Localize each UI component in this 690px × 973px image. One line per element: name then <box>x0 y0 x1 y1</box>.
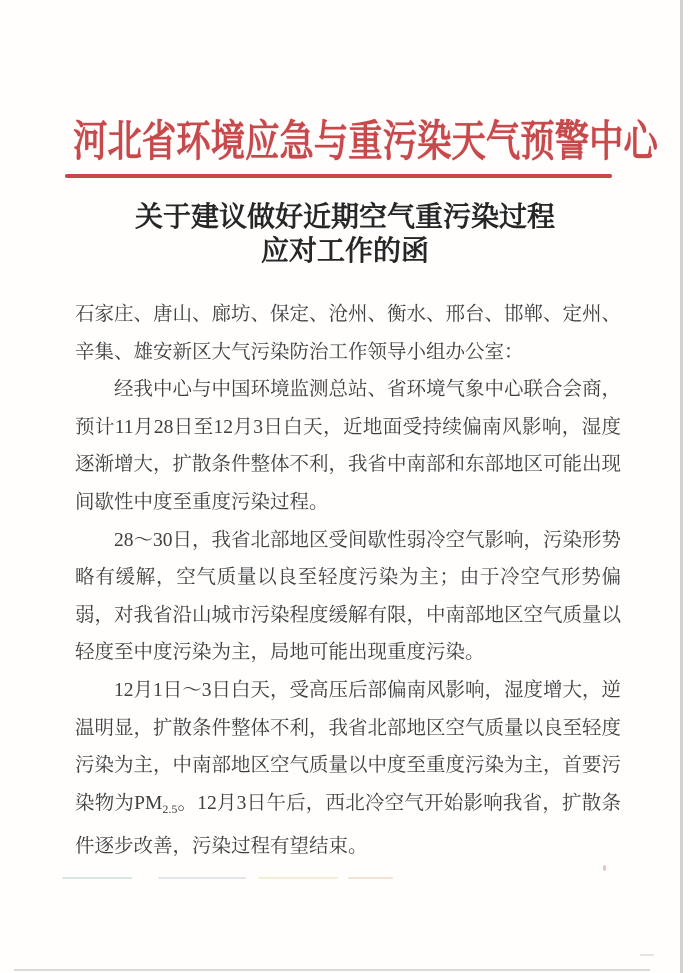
document-title <box>0 201 690 269</box>
body-paragraph-3-text-after: 。12月3日午后，西北冷空气开始影响我省，扩散条件逐步改善，污染过程有望结束。 <box>75 792 621 858</box>
scan-artifact-streak-1 <box>62 877 132 879</box>
pm25-subscript: 2.5 <box>162 801 178 816</box>
scan-artifact-streak-4 <box>348 877 393 879</box>
scan-artifact-streak-2 <box>158 877 246 879</box>
salutation-paragraph: 石家庄、唐山、廊坊、保定、沧州、衡水、邢台、邯郸、定州、辛集、雄安新区大气污染防治工作领导小组办公室： <box>75 304 622 363</box>
page-edge-line-right <box>680 0 683 973</box>
document-body <box>75 296 621 866</box>
body-paragraph-3 <box>75 672 621 866</box>
body-paragraph-3-text: 12月1日～3日白天，受高压后部偏南风影响，湿度增大，逆温明显，扩散条件整体不利，我省北部地区空气质量以良至轻度污染为主，中南部地区空气质量以中度至重度污染为主，首要污染物为PM <box>75 679 622 814</box>
page-edge-line-bottom <box>14 969 650 971</box>
red-divider-line <box>65 174 612 178</box>
document-title-line-2: 应对工作的函 <box>260 236 429 267</box>
scan-artifact-streak-3 <box>258 877 338 879</box>
body-paragraph-2: 28～30日，我省北部地区受间歇性弱冷空气影响，污染形势略有缓解，空气质量以良至轻度污染为主；由于冷空气形势偏弱，对我省沿山城市污染程度缓解有限，中南部地区空气质量以轻度至中度污染为主，局地可能出现重度污染。 <box>75 529 622 664</box>
scan-artifact-speck-gray <box>640 954 654 956</box>
letterhead <box>0 108 690 169</box>
body-paragraph-1: 经我中心与中国环境监测总站、省环境气象中心联合会商，预计11月28日至12月3日白天，近地面受持续偏南风影响，湿度逐渐增大，扩散条件整体不利，我省中南部和东部地区可能出现间歇性中度至重度污染过程。 <box>75 379 622 513</box>
letterhead-title: 河北省环境应急与重污染天气预警中心 <box>73 119 658 166</box>
document-title-line-1: 关于建议做好近期空气重污染过程 <box>134 202 555 233</box>
scan-artifact-speck-pink <box>603 865 606 871</box>
